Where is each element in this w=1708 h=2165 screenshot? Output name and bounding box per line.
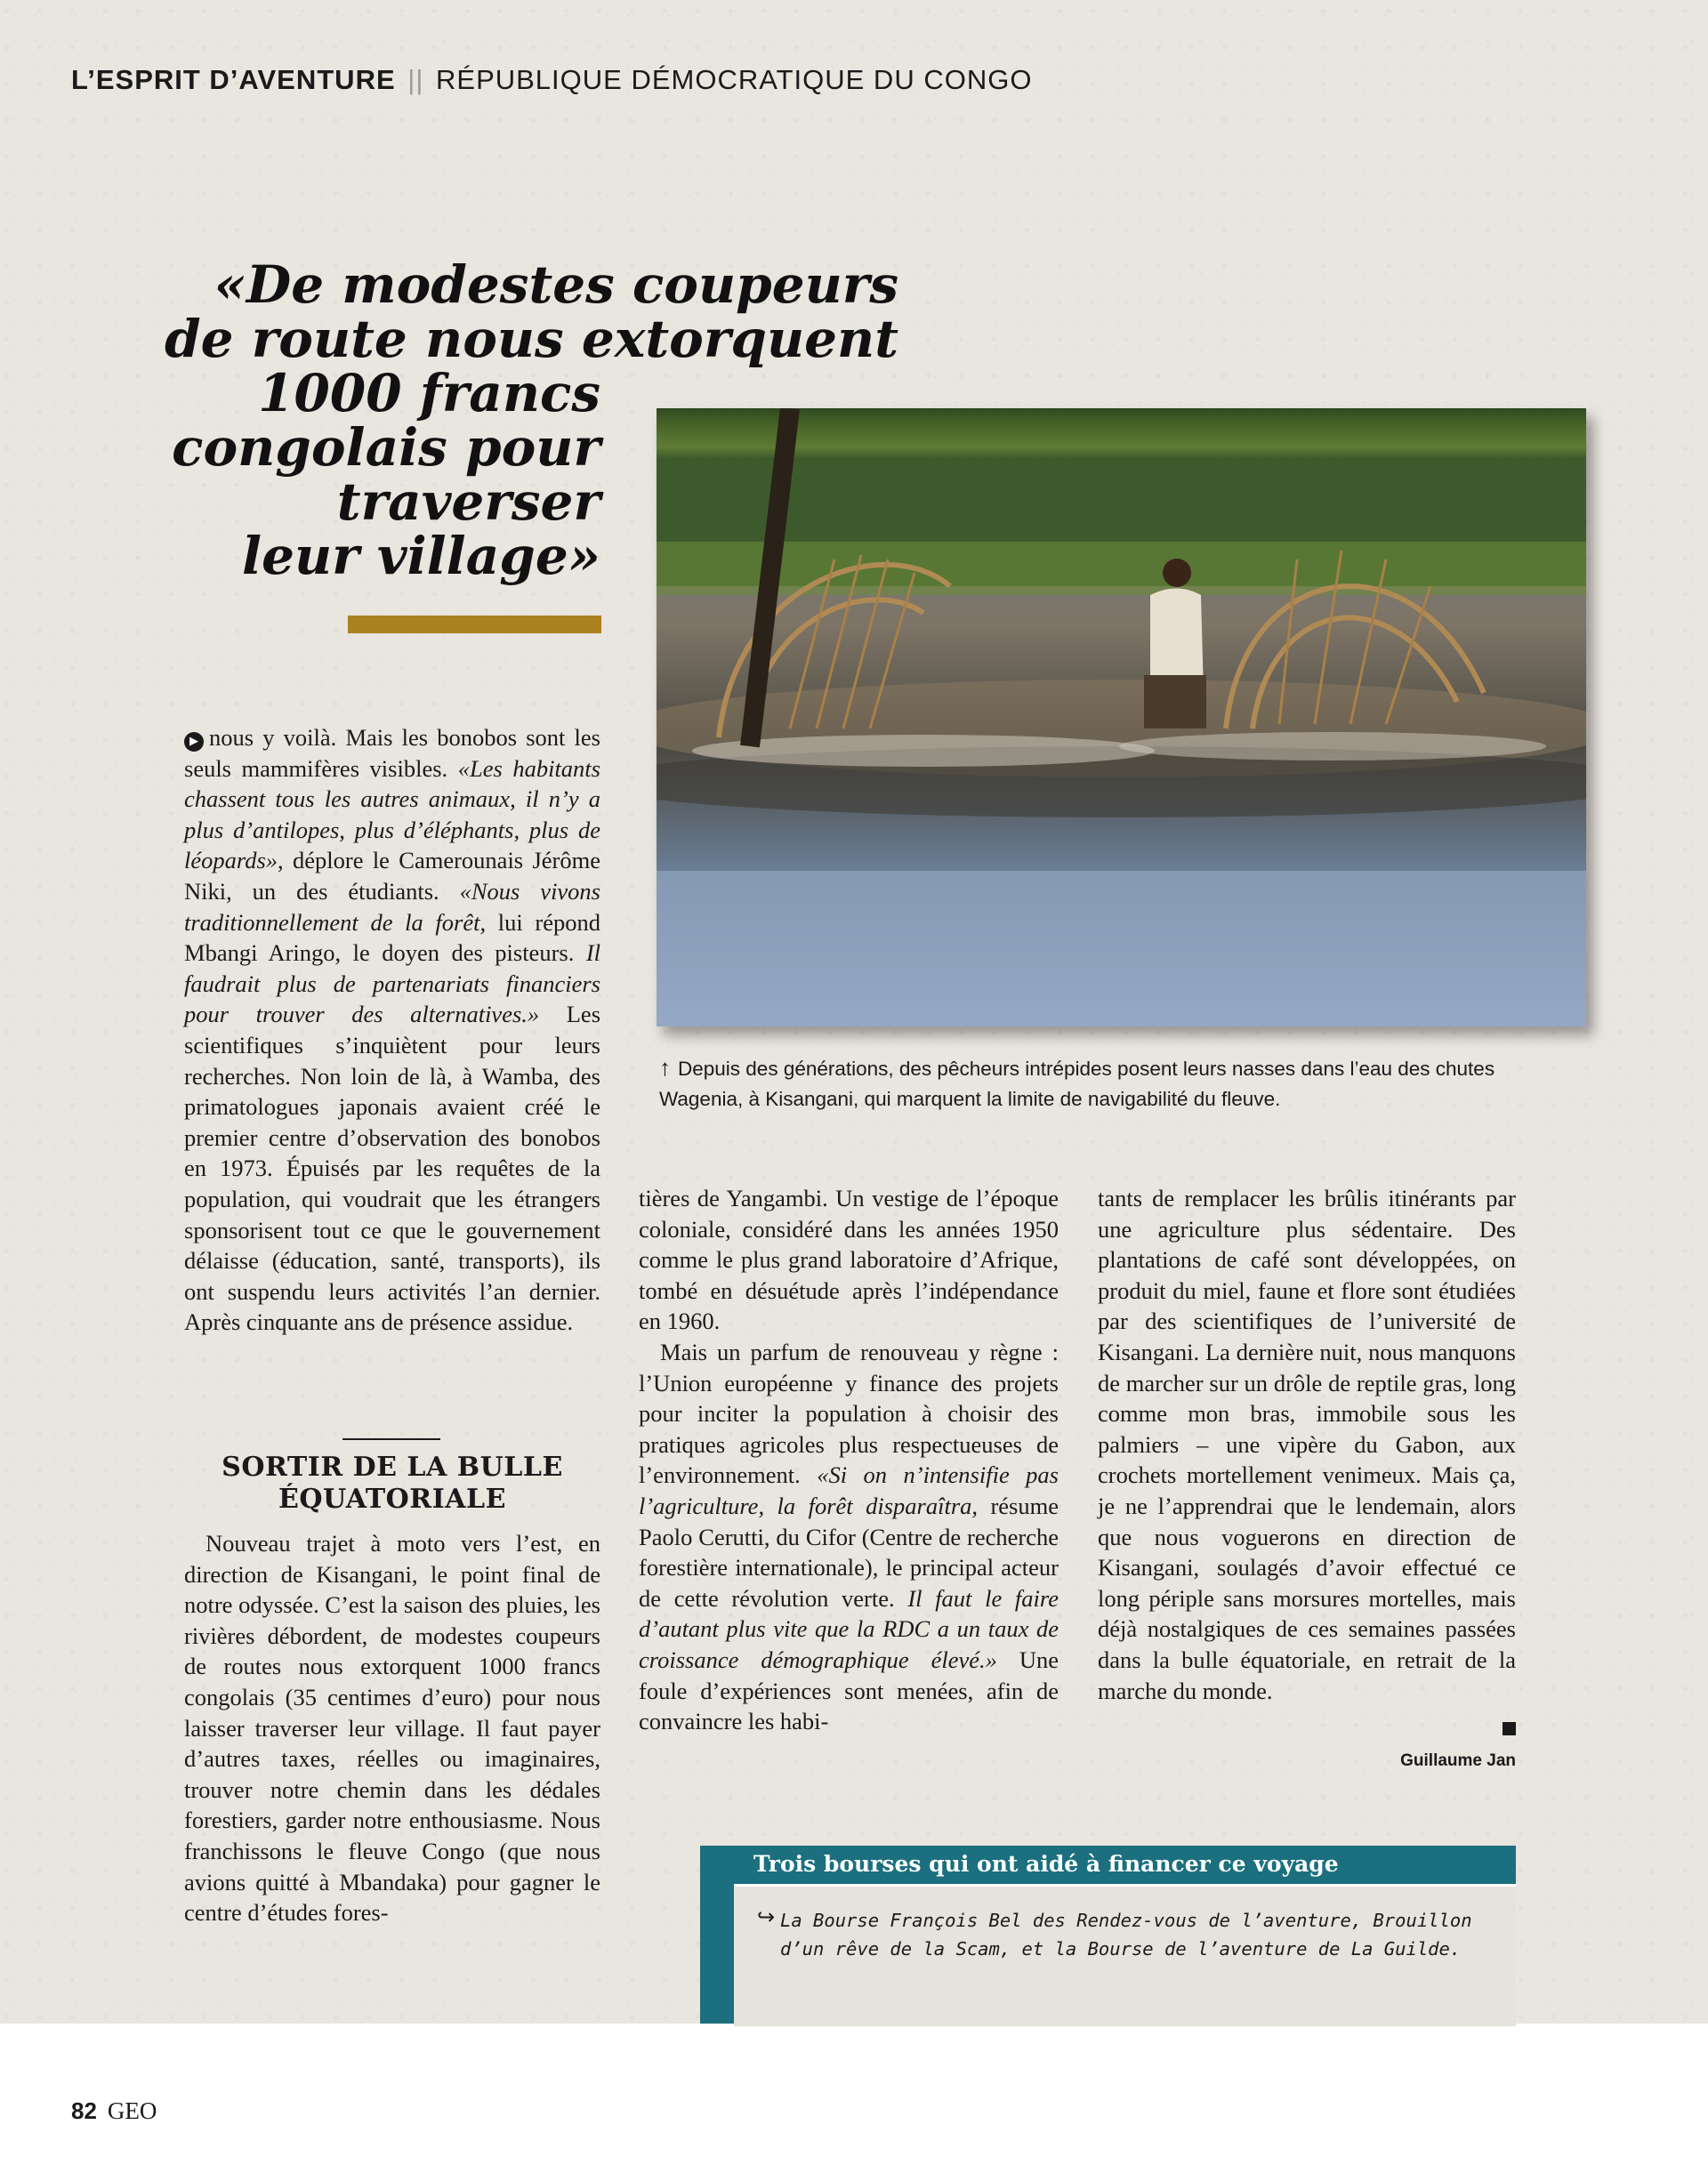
end-of-article-mark [1503, 1722, 1516, 1735]
italic-quote: «Les habitants chassent tous les autres animaux, il n’y a plus d’antilopes, plus d’éléphants, plus de léopards» [184, 754, 600, 874]
page-number: 82 [71, 2097, 97, 2124]
funding-sidebar-box [700, 1846, 1516, 2024]
page-footer [71, 2097, 157, 2125]
page-header [71, 64, 1032, 96]
paragraph: Nouveau trajet à moto vers l’est, en direction de Kisangani, le point final de notre odyssée. C’est la saison des pluies, les rivières débordent, de modestes coupeurs de routes nous extorquent 1000 francs congolais (35 centimes d’euro) pour nous laisser traverser leur village. Il faut payer d’autres taxes, réelles ou imaginaires, trouver notre chemin dans les dédales forestiers, garder notre enthousiasme. Nous franchissons le fleuve Congo (que nous avions quitté à Mbandaka) pour gagner le centre d’études fores- [184, 1530, 600, 1927]
photo-illustration [657, 408, 1586, 1026]
paragraph-runs [184, 724, 600, 1335]
return-arrow-icon: ↪ [757, 1904, 776, 1929]
text-run: Une foule d’expériences sont menées, afin de convaincre les habi- [639, 1646, 1059, 1735]
pull-quote-line: «De modestes coupeurs [214, 254, 898, 315]
country-label: RÉPUBLIQUE DÉMOCRATIQUE DU CONGO [436, 64, 1033, 95]
italic-quote: Il faudrait plus de partenariats financiers pour trouver des alternatives.» [184, 939, 600, 1028]
arrow-up-icon: ↑ [659, 1054, 671, 1081]
article-column-1 [184, 722, 600, 1338]
paragraph: tières de Yangambi. Un vestige de l’époque coloniale, considéré dans les années 1950 comme le plus grand laboratoire d’Afrique, tombé en désuétude après l’indépendance en 1960. [639, 1185, 1059, 1335]
text-run: Mais un parfum de renouveau y règne : l’Union européenne y finance des projets pour inciter la population à choisir des pratiques agricoles plus respectueuses de l’environnement. [639, 1338, 1059, 1489]
italic-quote: «Nous vivons traditionnellement de la forêt, [184, 877, 600, 936]
paragraph: tants de remplacer les brûlis itinérants par une agriculture plus sédentaire. Des plantations de café sont développées, on produit du miel, faune et flore sont étudiées par des scientifiques de l’université de Kisangani. La dernière nuit, nous manquons de marcher sur un drôle de reptile gras, long comme mon bras, immobile sous les palmiers – une vipère du Gabon, aux crochets mortellement venimeux. Mais ça, je ne l’apprendrai que le lendemain, alors que nous voguerons en direction de Kisangani, soulagés d’avoir effectué ce long périple sans morsures mortelles, mais déjà nostalgiques de ces semaines passées dans la bulle équatoriale, en retrait de la marche du monde. [1098, 1185, 1516, 1704]
pull-quote-line: traverser [336, 471, 600, 532]
photo-fisherman-wagenia-falls [657, 408, 1586, 1026]
pull-quote-line: de route nous extorquent [165, 309, 898, 369]
section-divider [342, 1438, 440, 1440]
italic-quote: «Si on n’intensifie pas l’agriculture, la forêt disparaîtra, [639, 1461, 1059, 1519]
header-separator: || [407, 64, 424, 95]
section-subhead: SORTIR DE LA BULLE ÉQUATORIALE [222, 1452, 563, 1515]
italic-quote: Il faut le faire d’autant plus vite que la RDC a un taux de croissance démographique élevé.» [639, 1584, 1059, 1673]
pull-quote-line: 1000 francs [258, 363, 600, 423]
rubric-label: L’ESPRIT D’AVENTURE [71, 64, 396, 95]
text-run: , déplore le Camerounais Jérôme Niki, un des étudiants. [184, 847, 600, 905]
paragraph [184, 722, 600, 1338]
caption-text: Depuis des générations, des pêcheurs intrépides posent leurs nasses dans l’eau des chutes Wagenia, à Kisangani, qui marquent la limite de navigabilité du fleuve. [659, 1058, 1495, 1110]
pull-quote-line: leur village» [242, 526, 600, 586]
paragraph [639, 1337, 1059, 1737]
box-side-stripe [700, 1846, 734, 2024]
article-column-3 [1098, 1183, 1516, 1706]
text-run: résume Paolo Cerutti, du Cifor (Centre de recherche forestière internationale), le principal acteur de cette révolution verte. [639, 1492, 1059, 1612]
paragraph-runs [639, 1339, 1059, 1734]
play-bullet-icon: ▶ [184, 732, 204, 752]
article-column-2 [639, 1183, 1059, 1737]
box-text: La Bourse François Bel des Rendez-vous de l’aventure, Brouillon d’un rêve de la Scam, et la Bourse de l’aventure de La Guilde. [780, 1910, 1472, 1960]
pull-quote-line: congolais pour [172, 417, 600, 478]
text-run: Les scientifiques s’inquiètent pour leurs recherches. Non loin de là, à Wamba, des primatologues japonais avaient créé le premier centre d’observation des bonobos en 1973. Épuisés par les requêtes de la population, qui voudrait que les étrangers sponsorisent tout ce que le gouvernement délaisse (éducation, santé, transports), ils ont suspendu leurs activités l’an dernier. Après cinquante ans de présence assidue. [184, 1001, 601, 1336]
article-column-1-continued [184, 1528, 600, 1928]
magazine-name: GEO [107, 2097, 157, 2124]
box-title: Trois bourses qui ont aidé à financer ce voyage [753, 1851, 1339, 1877]
author-byline: Guillaume Jan [1400, 1751, 1516, 1770]
footer-band [0, 2024, 1708, 2165]
photo-caption [659, 1052, 1549, 1115]
text-run: lui répond Mbangi Aringo, le doyen des pisteurs. [184, 908, 600, 967]
accent-bar [348, 616, 601, 633]
text-run: nous y voilà. Mais les bonobos sont les seuls mammifères visibles. [184, 724, 600, 782]
